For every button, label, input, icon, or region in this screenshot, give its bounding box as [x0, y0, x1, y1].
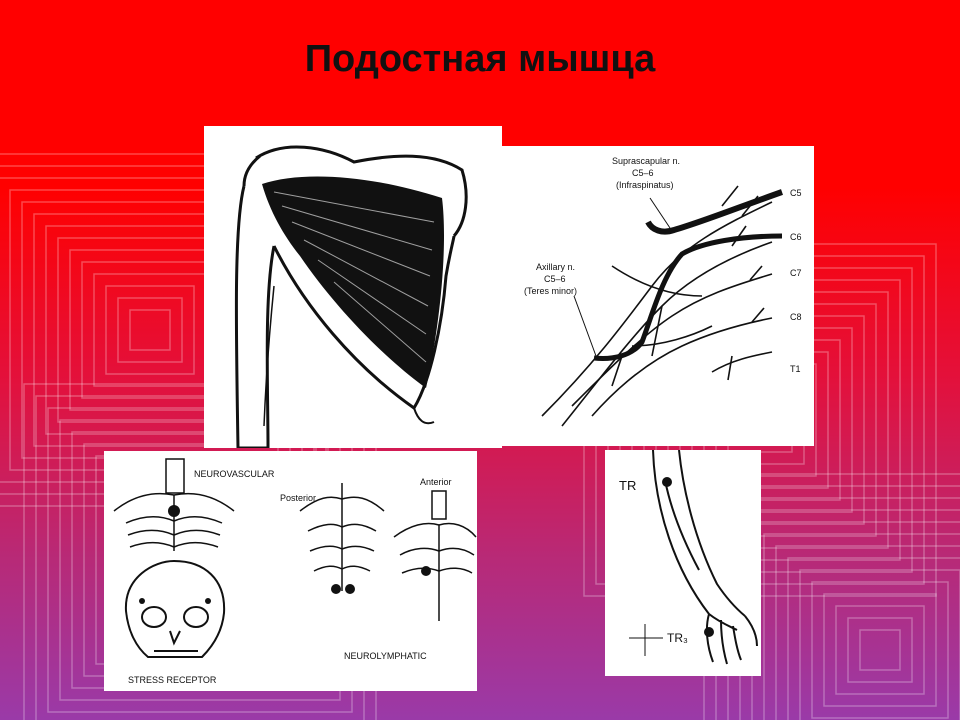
t1-label: T1 — [790, 364, 801, 374]
slide-title: Подостная мышца — [304, 38, 656, 80]
neurolymphatic-label: NEUROLYMPHATIC — [344, 651, 427, 661]
tr-label: TR — [619, 478, 637, 493]
axillary-nerve-label: Axillary n. — [536, 262, 576, 272]
suprascapular-roots-label: C5–6 — [632, 168, 654, 178]
axillary-muscle-label: (Teres minor) — [524, 286, 578, 296]
c6-label: C6 — [790, 232, 802, 242]
scapula-illustration-panel — [204, 126, 502, 448]
stress-receptor-label: STRESS RECEPTOR — [128, 675, 217, 685]
posterior-label: Posterior — [280, 493, 317, 503]
reflex-points-diagram — [104, 451, 477, 691]
arm-points-diagram — [605, 450, 761, 676]
axillary-roots-label: C5–6 — [544, 274, 566, 284]
c7-label: C7 — [790, 268, 802, 278]
suprascapular-nerve-label: Suprascapular n. — [612, 156, 681, 166]
reflex-points-panel — [104, 451, 477, 691]
c5-label: C5 — [790, 188, 802, 198]
neurovascular-label: NEUROVASCULAR — [194, 469, 275, 479]
nerve-diagram-panel — [502, 146, 814, 446]
c8-label: C8 — [790, 312, 802, 322]
arm-points-panel — [605, 450, 761, 676]
nerve-diagram — [502, 146, 814, 446]
scapula-illustration — [204, 126, 502, 448]
suprascapular-muscle-label: (Infraspinatus) — [616, 180, 674, 190]
anterior-label: Anterior — [420, 477, 452, 487]
tr3-label: TR₃ — [667, 631, 688, 645]
